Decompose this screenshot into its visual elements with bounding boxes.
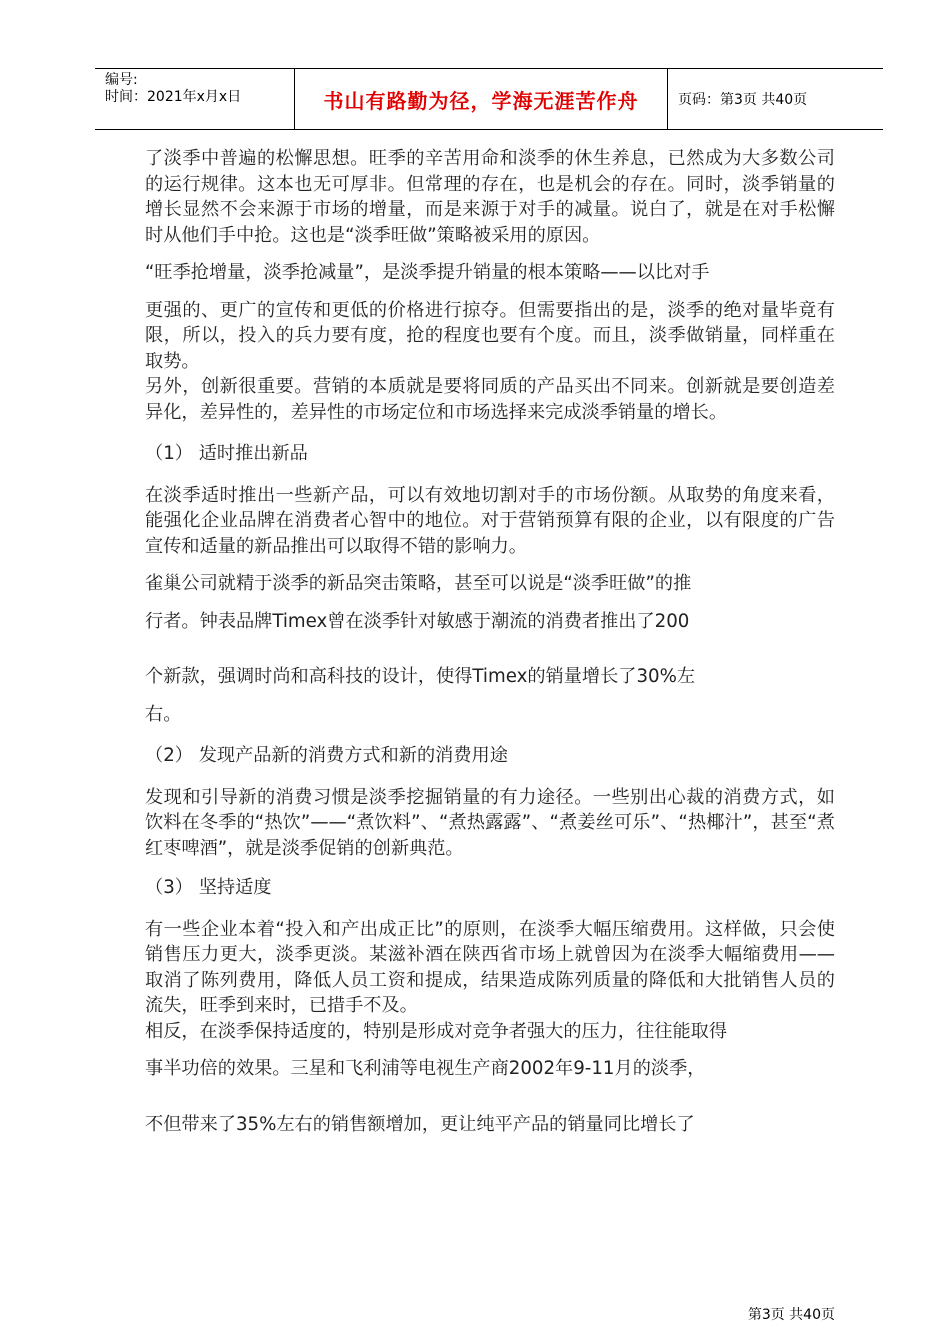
page-footer: 第3页 共40页 [747,1307,835,1323]
header-page-cell [668,69,883,129]
date-label: 时间：2021年x月x日 [105,89,242,105]
paragraph-5c: 个新款，强调时尚和高科技的设计，使得Timex的销量增长了30%左 [145,666,696,687]
paragraph-2a: “旺季抢增量，淡季抢减量”，是淡季提升销量的根本策略——以比对手 [145,262,710,283]
paragraph-3: 另外，创新很重要。营销的本质就是要将同质的产品买出不同来。创新就是要创造差异化，差异性的，差异性的市场定位和市场选择来完成淡季销量的增长。 [145,376,835,423]
paragraph-5b: 行者。钟表品牌Timex曾在淡季针对敏感于潮流的消费者推出了200 [145,610,690,632]
paragraph-2b: 更强的、更广的宣传和更低的价格进行掠夺。但需要指出的是，淡季的绝对量毕竟有限，所以，投入的兵力要有度，抢的程度也要有个度。而且，淡季做销量，同样重在取势。 [145,299,835,372]
number-label: 编号: [105,72,138,88]
paragraph-4: 在淡季适时推出一些新产品，可以有效地切割对手的市场份额。从取势的角度来看，能强化企业品牌在消费者心智中的地位。对于营销预算有限的企业，以有限度的广告宣传和适量的新品推出可以取得不错的影响力。 [145,484,835,557]
paragraph-5a: 雀巢公司就精于淡季的新品突击策略，甚至可以说是“淡季旺做”的推 [145,573,692,594]
paragraph-7: 有一些企业本着“投入和产出成正比”的原则，在淡季大幅压缩费用。这样做，只会使销售压力更大，淡季更淡。某滋补酒在陕西省市场上就曾因为在淡季大幅缩费用——取消了陈列费用，降低人员工资和提成，结果造成陈列质量的降低和大批销售人员的流失，旺季到来时，已措手不及。 [145,918,835,1016]
paragraph-1: 了淡季中普遍的松懈思想。旺季的辛苦用命和淡季的休生养息，已然成为大多数公司的运行规律。这本也无可厚非。但常理的存在，也是机会的存在。同时，淡季销量的增长显然不会来源于市场的增量，而是来源于对手的减量。说白了，就是在对手松懈时从他们手中抢。这也是“淡季旺做”策略被采用的原因。 [145,148,835,246]
paragraph-6: 发现和引导新的消费习惯是淡季挖掘销量的有力途径。一些别出心裁的消费方式，如饮料在冬季的“热饮”——“煮饮料”、“煮热露露”、“煮姜丝可乐”、“热椰汁”，甚至“煮红枣啤酒”，就是淡季促销的创新典范。 [145,786,835,859]
paragraph-8c: 不但带来了35%左右的销售额增加，更让纯平产品的销量同比增长了 [145,1113,695,1135]
section-heading-1: （1） 适时推出新品 [145,443,308,464]
page-code: 页码：第3页 共40页 [678,92,808,108]
paragraph-8b: 事半功倍的效果。三星和飞利浦等电视生产商2002年9-11月的淡季， [145,1058,706,1079]
header-motto-cell [295,69,668,129]
paragraph-5d: 右。 [145,703,182,725]
header-left-cell [95,69,295,129]
page-header [95,68,883,130]
paragraph-8a: 相反，在淡季保持适度的，特别是形成对竞争者强大的压力，往往能取得 [145,1020,728,1042]
document-body [145,146,835,1137]
section-heading-2: （2） 发现产品新的消费方式和新的消费用途 [145,745,508,766]
motto: 书山有路勤为径，学海无涯苦作舟 [323,88,639,113]
section-heading-3: （3） 坚持适度 [145,877,272,898]
